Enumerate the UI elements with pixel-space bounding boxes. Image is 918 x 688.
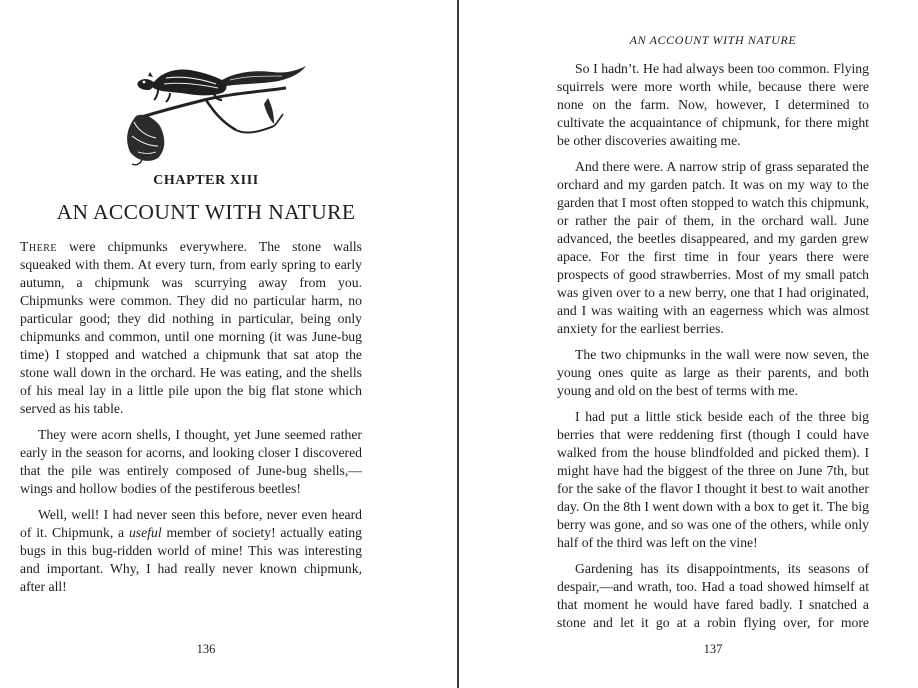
paragraph: They were acorn shells, I thought, yet June seemed rather early in the season for acorns, and looking closer I discovered that the pile was entirely composed of June-bug shells,—wings and hollow bodies of the pestiferous beetles! bbox=[20, 427, 362, 496]
page-gutter-divider bbox=[457, 0, 459, 688]
chipmunk-illustration-icon bbox=[118, 60, 308, 168]
paragraph-lead-small-caps: There bbox=[20, 239, 57, 254]
paragraph: And there were. A narrow strip of grass separated the orchard and my garden patch. It was on my way to the garden that I most often stopped to watch this chipmunk, or rather the pair of them, in the orchard wall. June advanced, the beetles disappeared, and my garden grew apace. For the first time in four years there were prospects of good strawberries. Most of my small patch was given over to a new berry, one that I had originated, and I was waiting with an eagerness which was almost anxiety for the earliest berries. bbox=[557, 159, 869, 336]
chapter-title: AN ACCOUNT WITH NATURE bbox=[56, 200, 356, 224]
right-page bbox=[460, 0, 918, 688]
paragraph: So I hadn’t. He had always been too common. Flying squirrels were more worth while, because there were none on the farm. Now, however, I determined to cultivate the acquaintance of chipmunk, for there might be other discoveries awaiting me. bbox=[557, 61, 869, 148]
emphasized-word: useful bbox=[128, 525, 162, 540]
page-number: 136 bbox=[196, 642, 216, 656]
left-page bbox=[0, 0, 458, 688]
paragraph: The two chipmunks in the wall were now seven, the young ones quite as large as their parents, and both young and old on the best of terms with me. bbox=[557, 347, 869, 398]
left-page-text-column bbox=[20, 238, 362, 604]
paragraph: I had put a little stick beside each of the three big berries that were reddening first (though I could have walked from the house blindfolded and picked them). I might have had the biggest of the three on June 7th, but for the sake of the flavor I thought it best to wait another day. On the 8th I went down with a box to get it. The big berry was gone, and so was one of the others, while only half of the third was left on the vine! bbox=[557, 409, 869, 550]
running-head: AN ACCOUNT WITH NATURE bbox=[629, 33, 797, 47]
paragraph-text: were chipmunks everywhere. The stone walls squeaked with them. At every turn, from early spring to early autumn, a chipmunk was scurrying away from you. Chipmunks were common. They did no particular harm, no particular good; they did nothing in particular, being only chipmunks and common, until one morning (it was June-bug time) I stopped and watched a chipmunk that sat atop the stone wall down in the orchard. He was eating, and the shells of his meal lay in a little pile upon the big flat stone which served as his table. bbox=[20, 239, 362, 416]
paragraph-text: Well, well! I had never seen this before, never even heard of it. Chipmunk, a bbox=[20, 507, 362, 540]
paragraph bbox=[20, 238, 362, 418]
chapter-number: CHAPTER XIII bbox=[153, 173, 259, 188]
paragraph: Gardening has its disappointments, its seasons of despair,—and wrath, too. Had a toad showed himself at that moment he would have fared badly. I snatched a stone and let it go at a robin flying over, for more bbox=[557, 561, 869, 630]
paragraph-text: member of society! actually eating bugs in this bug-ridden world of mine! This was interesting and important. Why, I had really never known chipmunk, after all! bbox=[20, 525, 362, 594]
paragraph bbox=[20, 506, 362, 596]
right-page-text-column bbox=[557, 60, 869, 640]
page-number: 137 bbox=[703, 642, 723, 656]
